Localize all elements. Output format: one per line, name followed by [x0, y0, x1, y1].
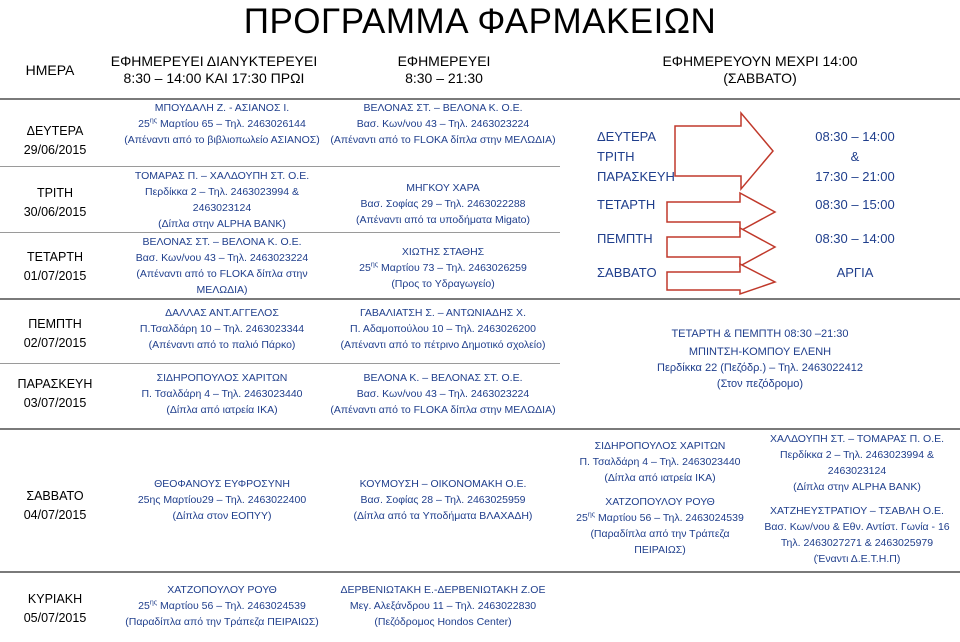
day-date: 29/06/2015: [23, 143, 87, 157]
day-name: ΤΡΙΤΗ: [36, 186, 74, 200]
pharmacy-address: 25ης Μαρτίου29 – Τηλ. 2463022400: [137, 494, 307, 506]
pharmacy-name: ΜΗΓΚΟΥ ΧΑΡΑ: [406, 182, 480, 194]
pharmacy-note: (Δίπλα από τα Υποδήματα ΒΛΑΧΑΔΗ): [353, 510, 533, 522]
schedule-day: ΠΑΡΑΣΚΕΥΗ: [597, 169, 675, 184]
pharmacy-address: 2463023124: [192, 202, 252, 214]
day-date: 01/07/2015: [23, 269, 87, 283]
pharmacy-address: Βασ. Κων/νου 43 – Τηλ. 2463023224: [356, 388, 530, 400]
schedule-time: &: [850, 149, 860, 164]
schedule-day: ΤΡΙΤΗ: [597, 149, 635, 164]
day-name: ΣΑΒΒΑΤΟ: [26, 489, 84, 503]
day-pharmacy-sunday: [318, 582, 568, 630]
pharmacy-note: (Προς το Υδραγωγείο): [391, 278, 495, 290]
pharmacy-name: ΧΙΩΤΗΣ ΣΤΑΘΗΣ: [401, 246, 485, 258]
pharmacy-note: (Απέναντι από το βιβλιοπωλείο ΑΣΙΑΝΟΣ): [124, 134, 320, 146]
header-night: [100, 53, 328, 87]
night-pharmacy-sunday: [110, 582, 334, 630]
divider: [0, 232, 560, 233]
saturday-pharmacy-right: [757, 431, 957, 567]
pharmacy-note: (Απέναντι από το FLOKA δίπλα στην: [136, 268, 308, 280]
night-pharmacy-tuesday: [110, 168, 334, 232]
pharmacy-note: (Απέναντι από το πέτρινο Δημοτικό σχολείο): [340, 339, 546, 351]
saturday-pharmacy-left: [555, 438, 765, 558]
header-night-line1: ΕΦΗΜΕΡΕΥΕΙ ΔΙΑΝΥΚΤΕΡΕΥΕΙ: [110, 53, 318, 69]
day-date: 30/06/2015: [23, 205, 87, 219]
pharmacy-note: (Απέναντι από το FLOKA δίπλα στην ΜΕΛΩΔΙΑ): [330, 404, 556, 416]
day-date: 05/07/2015: [23, 611, 87, 625]
pharmacy-name: ΘΕΟΦΑΝΟΥΣ ΕΥΦΡΟΣΥΝΗ: [154, 478, 290, 490]
weekly-special-heading: ΤΕΤΑΡΤΗ & ΠΕΜΠΤΗ 08:30 –21:30: [671, 328, 849, 340]
night-pharmacy-monday: [110, 100, 334, 148]
schedule-time: 17:30 – 21:00: [815, 169, 895, 184]
pharmacy-note: (Δίπλα στον ΕΟΠΥΥ): [172, 510, 272, 522]
day-pharmacy-tuesday: [318, 180, 568, 228]
page-title: ΠΡΟΓΡΑΜΜΑ ΦΑΡΜΑΚΕΙΩΝ: [243, 2, 717, 41]
night-pharmacy-thursday: [110, 305, 334, 353]
pharmacy-name: ΚΟΥΜΟΥΣΗ – ΟΙΚΟΝΟΜΑΚΗ Ο.Ε.: [359, 478, 527, 490]
pharmacy-note: (Απέναντι από τα υποδήματα Migato): [356, 214, 530, 226]
pharmacy-address: Π.Τσαλδάρη 10 – Τηλ. 2463023344: [139, 323, 305, 335]
day-date: 03/07/2015: [23, 396, 87, 410]
schedule-day: ΣΑΒΒΑΤΟ: [597, 265, 657, 280]
day-monday: [0, 122, 110, 160]
arrow-right-icon: [667, 264, 775, 294]
pharmacy-address: Βασ. Κων/νου & Εθν. Αντίστ. Γωνία - 16: [764, 521, 950, 533]
pharmacy-address: Περδίκκα 2 – Τηλ. 2463023994 &: [780, 449, 934, 461]
header-saturday-line1: ΕΦΗΜΕΡΕΥΟΥΝ ΜΕΧΡΙ 14:00: [662, 53, 858, 69]
pharmacy-address: Περδίκκα 22 (Πεζόδρ.) – Τηλ. 2463022412: [657, 362, 863, 374]
day-saturday: [0, 487, 110, 525]
header-day-shift-line2: 8:30 – 21:30: [405, 70, 483, 86]
pharmacy-name: ΣΙΔΗΡΟΠΟΥΛΟΣ ΧΑΡΙΤΩΝ: [156, 372, 288, 384]
divider: [0, 298, 960, 300]
pharmacy-address: Περδίκκα 2 – Τηλ. 2463023994 &: [145, 186, 299, 198]
schedule-time: 08:30 – 15:00: [815, 197, 895, 212]
pharmacy-address: Μεγ. Αλεξάνδρου 11 – Τηλ. 2463022830: [349, 600, 537, 612]
pharmacy-note: (Παραδίπλα από την Τράπεζα ΠΕΙΡΑΙΩΣ): [125, 616, 319, 628]
day-tuesday: [0, 184, 110, 222]
pharmacy-address: $25^{\eta\varsigma}$ Μαρτίου 73 – Τηλ. 2463026259: [359, 261, 527, 274]
pharmacy-address: Π. Αδαμοπούλου 10 – Τηλ. 2463026200: [350, 323, 536, 335]
pharmacy-name: ΧΑΤΖΟΠΟΥΛΟΥ ΡΟΥΘ: [167, 584, 277, 596]
pharmacy-address: Π. Τσαλδάρη 4 – Τηλ. 2463023440: [579, 456, 741, 468]
pharmacy-name: ΔΑΛΛΑΣ ΑΝΤ.ΑΓΓΕΛΟΣ: [165, 307, 279, 319]
pharmacy-name: ΒΕΛΟΝΑΣ ΣΤ. – ΒΕΛΟΝΑ Κ. Ο.Ε.: [363, 102, 523, 114]
pharmacy-name: ΧΑΛΔΟΥΠΗ ΣΤ. – ΤΟΜΑΡΑΣ Π. Ο.Ε.: [769, 433, 945, 445]
pharmacy-address: Βασ. Κων/νου 43 – Τηλ. 2463023224: [135, 252, 309, 264]
arrow-right-icon: [667, 228, 775, 266]
divider: [0, 428, 960, 430]
pharmacy-name: ΣΙΔΗΡΟΠΟΥΛΟΣ ΧΑΡΙΤΩΝ: [594, 440, 726, 452]
pharmacy-address: Βασ. Σοφίας 28 – Τηλ. 2463025959: [360, 494, 526, 506]
pharmacy-address: $25^{\eta\varsigma}$ Μαρτίου 56 – Τηλ. 2463024539: [138, 599, 306, 612]
pharmacy-name: ΜΠΟΥΔΑΛΗ Ζ. - ΑΣΙΑΝΟΣ Ι.: [154, 102, 290, 114]
day-name: ΤΕΤΑΡΤΗ: [26, 250, 84, 264]
day-thursday: [0, 315, 110, 353]
schedule-times: [775, 127, 935, 283]
day-pharmacy-wednesday: [318, 244, 568, 292]
pharmacy-note: (Απέναντι από το FLOKA δίπλα στην ΜΕΛΩΔΙΑ): [330, 134, 556, 146]
schedule-time: 08:30 – 14:00: [815, 231, 895, 246]
pharmacy-note: (Στον πεζόδρομο): [716, 378, 804, 390]
day-date: 02/07/2015: [23, 336, 87, 350]
day-name: ΚΥΡΙΑΚΗ: [27, 592, 83, 606]
header-day-shift-line1: ΕΦΗΜΕΡΕΥΕΙ: [397, 53, 491, 69]
pharmacy-address: Π. Τσαλδάρη 4 – Τηλ. 2463023440: [141, 388, 303, 400]
pharmacy-note: (Παραδίπλα από την Τράπεζα: [590, 528, 730, 540]
pharmacy-name: ΤΟΜΑΡΑΣ Π. – ΧΑΛΔΟΥΠΗ ΣΤ. Ο.Ε.: [134, 170, 310, 182]
night-pharmacy-saturday: [110, 476, 334, 524]
night-pharmacy-friday: [110, 370, 334, 418]
schedule-day: ΤΕΤΑΡΤΗ: [597, 197, 656, 212]
pharmacy-note: (Δίπλα στην ALPHA BANK): [793, 481, 921, 493]
pharmacy-address: $25^{\eta\varsigma}$ Μαρτίου 65 – Τηλ. 2463026144: [138, 117, 306, 130]
pharmacy-address: Βασ. Κων/νου 43 – Τηλ. 2463023224: [356, 118, 530, 130]
night-pharmacy-wednesday: [110, 234, 334, 298]
day-name: ΠΕΜΠΤΗ: [28, 317, 82, 331]
pharmacy-name: ΧΑΤΖΟΠΟΥΛΟΥ ΡΟΥΘ: [605, 496, 715, 508]
schedule-time: ΑΡΓΙΑ: [836, 265, 874, 280]
arrow-right-icon: [667, 193, 775, 231]
day-sunday: [0, 590, 110, 628]
day-wednesday: [0, 248, 110, 286]
pharmacy-name: ΓΑΒΑΛΙΑΤΣΗ Σ. – ΑΝΤΩΝΙΑΔΗΣ Χ.: [360, 307, 526, 319]
day-date: 04/07/2015: [23, 508, 87, 522]
weekly-special: [575, 326, 945, 392]
pharmacy-note: ΜΕΛΩΔΙΑ): [196, 284, 248, 296]
divider: [0, 571, 960, 573]
day-friday: [0, 375, 110, 413]
pharmacy-note: (Έναντι Δ.Ε.Τ.Η.Π): [813, 553, 901, 565]
day-pharmacy-monday: [318, 100, 568, 148]
pharmacy-name: ΒΕΛΟΝΑ Κ. – ΒΕΛΟΝΑΣ ΣΤ. Ο.Ε.: [363, 372, 523, 384]
header-day-shift: [328, 53, 560, 87]
pharmacy-note: (Πεζόδρομος Hondos Center): [374, 616, 512, 628]
day-pharmacy-thursday: [318, 305, 568, 353]
pharmacy-note: (Δίπλα από ιατρεία ΙΚΑ): [604, 472, 716, 484]
header-night-line2: 8:30 – 14:00 ΚΑΙ 17:30 ΠΡΩΙ: [123, 70, 305, 86]
day-name: ΠΑΡΑΣΚΕΥΗ: [17, 377, 93, 391]
pharmacy-name: ΜΠΙΝΤΣΗ-ΚΟΜΠΟΥ ΕΛΕΝΗ: [688, 346, 832, 358]
header-day: [0, 62, 100, 79]
schedule-day: ΠΕΜΠΤΗ: [597, 231, 653, 246]
schedule-arrows-lower: [665, 190, 780, 296]
pharmacy-note: (Απέναντι από το παλιό Πάρκο): [148, 339, 296, 351]
schedule-time: 08:30 – 14:00: [815, 129, 895, 144]
pharmacy-name: ΧΑΤΖΗΕΥΣΤΡΑΤΙΟΥ – ΤΣΑΒΛΗ Ο.Ε.: [770, 505, 944, 517]
divider: [0, 166, 560, 167]
pharmacy-note: (Δίπλα από ιατρεία ΙΚΑ): [166, 404, 278, 416]
header-day-label: ΗΜΕΡΑ: [25, 62, 75, 78]
pharmacy-address: $25^{\eta\varsigma}$ Μαρτίου 56 – Τηλ. 2463024539: [576, 511, 744, 524]
divider: [0, 363, 560, 364]
pharmacy-name: ΒΕΛΟΝΑΣ ΣΤ. – ΒΕΛΟΝΑ Κ. Ο.Ε.: [142, 236, 302, 248]
day-pharmacy-friday: [318, 370, 568, 418]
header-saturday: [560, 53, 960, 87]
header-saturday-line2: (ΣΑΒΒΑΤΟ): [723, 70, 797, 86]
day-name: ΔΕΥΤΕΡΑ: [26, 124, 84, 138]
pharmacy-address: Βασ. Σοφίας 29 – Τηλ. 2463022288: [360, 198, 526, 210]
pharmacy-note: ΠΕΙΡΑΙΩΣ): [634, 544, 686, 556]
pharmacy-name: ΔΕΡΒΕΝΙΩΤΑΚΗ Ε.-ΔΕΡΒΕΝΙΩΤΑΚΗ Ζ.ΟΕ: [340, 584, 546, 596]
pharmacy-address: Τηλ. 2463027271 & 2463025979: [780, 537, 934, 549]
pharmacy-note: (Δίπλα στην ALPHA BANK): [158, 218, 286, 230]
schedule-day: ΔΕΥΤΕΡΑ: [597, 129, 657, 144]
pharmacy-address: 2463023124: [827, 465, 887, 477]
day-pharmacy-saturday: [318, 476, 568, 524]
